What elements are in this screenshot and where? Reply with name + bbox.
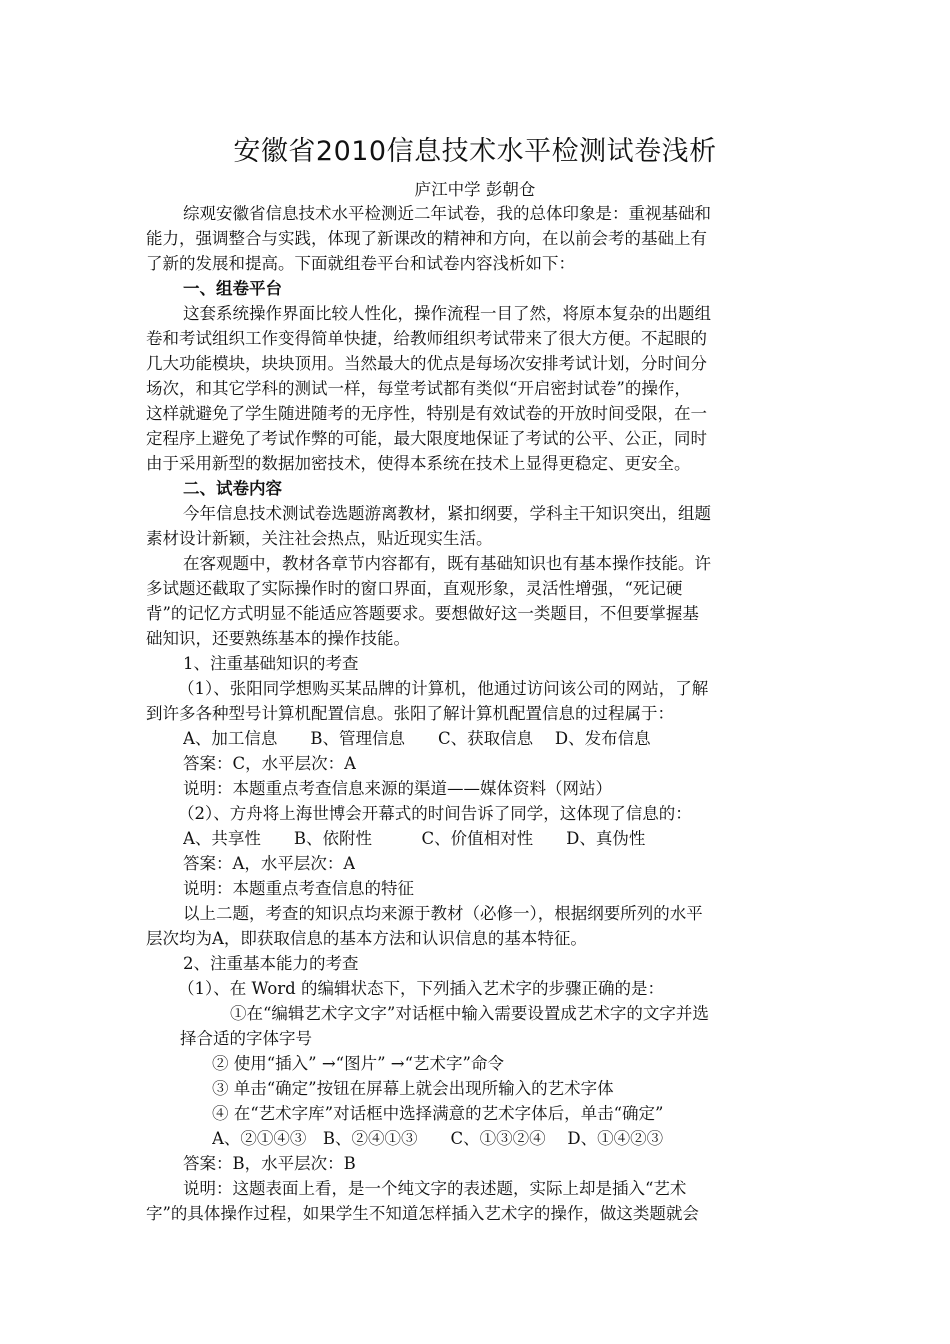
answer-line: 答案：B，水平层次：B	[183, 1154, 356, 1173]
paragraph-line: 背”的记忆方式明显不能适应答题要求。要想做好这一类题目，不但要掌握基	[146, 604, 699, 623]
paragraph-line: 素材设计新颖，关注社会热点，贴近现实生活。	[146, 529, 493, 548]
explanation-line: 说明：本题重点考查信息来源的渠道——媒体资料（网站）	[183, 779, 612, 798]
step-line: 择合适的字体字号	[180, 1029, 312, 1048]
paragraph-line: 础知识，还要熟练基本的操作技能。	[146, 629, 410, 648]
step-line: ①在“编辑艺术字文字”对话框中输入需要设置成艺术字的文字并选	[230, 1004, 709, 1023]
question-line: （1）、在 Word 的编辑状态下，下列插入艺术字的步骤正确的是：	[178, 979, 664, 998]
paragraph-line: 能力，强调整合与实践，体现了新课改的精神和方向，在以前会考的基础上有	[146, 229, 707, 248]
paragraph-line: 今年信息技术测试卷选题游离教材，紧扣纲要，学科主干知识突出，组题	[183, 504, 711, 523]
paragraph-line: 场次，和其它学科的测试一样，每堂考试都有类似“开启密封试卷”的操作，	[146, 379, 691, 398]
paragraph-line: 这套系统操作界面比较人性化，操作流程一目了然，将原本复杂的出题组	[183, 304, 711, 323]
document-title: 安徽省2010信息技术水平检测试卷浅析	[233, 136, 717, 167]
paragraph-line: 定程序上避免了考试作弊的可能，最大限度地保证了考试的公平、公正，同时	[146, 429, 707, 448]
subsection-heading: 2、注重基本能力的考查	[183, 954, 359, 973]
question-line: 到许多各种型号计算机配置信息。张阳了解计算机配置信息的过程属于：	[146, 704, 674, 723]
step-line: ③ 单击“确定”按钮在屏幕上就会出现所输入的艺术字体	[212, 1079, 614, 1098]
paragraph-line: 多试题还截取了实际操作时的窗口界面，直观形象，灵活性增强，“死记硬	[146, 579, 683, 598]
paragraph-line: 卷和考试组织工作变得简单快捷，给教师组织考试带来了很大方便。不起眼的	[146, 329, 707, 348]
document-author: 庐江中学 彭朝仓	[414, 180, 536, 199]
step-line: ② 使用“插入” →“图片” →“艺术字”命令	[212, 1054, 504, 1073]
answer-line: 答案：C，水平层次：A	[183, 754, 357, 773]
paragraph-line: 这样就避免了学生随进随考的无序性，特别是有效试卷的开放时间受限，在一	[146, 404, 707, 423]
paragraph-line: 以上二题，考查的知识点均来源于教材（必修一），根据纲要所列的水平	[183, 904, 703, 923]
section-heading: 一、组卷平台	[183, 279, 282, 298]
paragraph-line: 几大功能模块，块块顶用。当然最大的优点是每场次安排考试计划，分时间分	[146, 354, 707, 373]
paragraph-line: 层次均为A，即获取信息的基本方法和认识信息的基本特征。	[146, 929, 587, 948]
section-heading: 二、试卷内容	[183, 479, 282, 498]
paragraph-line: 由于采用新型的数据加密技术，使得本系统在技术上显得更稳定、更安全。	[146, 454, 691, 473]
explanation-line: 说明：这题表面上看，是一个纯文字的表述题，实际上却是插入“艺术	[183, 1179, 687, 1198]
answer-line: 答案：A，水平层次：A	[183, 854, 356, 873]
explanation-line: 说明：本题重点考查信息的特征	[183, 879, 414, 898]
step-line: ④ 在“艺术字库”对话框中选择满意的艺术字体后，单击“确定”	[212, 1104, 664, 1123]
explanation-line: 字”的具体操作过程，如果学生不知道怎样插入艺术字的操作，做这类题就会	[146, 1204, 699, 1223]
options-line: A、共享性 B、依附性 C、价值相对性 D、真伪性	[183, 829, 646, 848]
paragraph-line: 了新的发展和提高。下面就组卷平台和试卷内容浅析如下：	[146, 254, 575, 273]
paragraph-line: 在客观题中，教材各章节内容都有，既有基础知识也有基本操作技能。许	[183, 554, 711, 573]
subsection-heading: 1、注重基础知识的考查	[183, 654, 359, 673]
question-line: （1）、张阳同学想购买某品牌的计算机，他通过访问该公司的网站，了解	[178, 679, 709, 698]
options-line: A、②①④③ B、②④①③ C、①③②④ D、①④②③	[212, 1129, 664, 1148]
options-line: A、加工信息 B、管理信息 C、获取信息 D、发布信息	[183, 729, 651, 748]
paragraph-line: 综观安徽省信息技术水平检测近二年试卷，我的总体印象是：重视基础和	[183, 204, 711, 223]
question-line: （2）、方舟将上海世博会开幕式的时间告诉了同学，这体现了信息的：	[178, 804, 692, 823]
